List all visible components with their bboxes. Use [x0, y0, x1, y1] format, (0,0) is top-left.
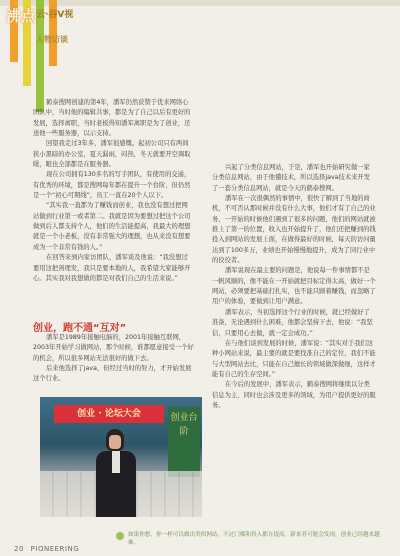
top-bar	[0, 0, 400, 6]
event-sign: 创业 · 论坛大会	[54, 405, 164, 423]
section-heading: 创业，跑不通“互对”	[33, 323, 127, 334]
paragraph: 潘军表示，当初选择这个行业的时候，就已经做好了准备，无论遇到什么困难，他都会坚持下去，他说：“我坚信，只要用心去做，就一定会成功。”	[212, 308, 373, 337]
page-folio	[14, 545, 79, 553]
person-face	[109, 435, 121, 449]
footnote: 如果你想，你一样可以做出类似网站，不过门槛和投入都在提高，新来者可能会发现，创业已经越来越难。	[128, 532, 380, 546]
paragraph: 后来他选择了java，但经过当时的努力，才开始发展这个行业。	[33, 365, 192, 383]
paragraph: 潘军是1989年接触电脑的，2001年接触互联网，2003年开始学习做网站，那个时候，谁都愿意接受一个好的机会，所以很多网站无法很好的做下去。	[33, 334, 194, 362]
paragraph: 在今后的发展中，潘军表示，鹤泰搜网将继续以分类信息为主，同时也会涉及更多的领域，为用户提供更好的服务。	[212, 381, 376, 409]
section-subtitle-2: 人物访谈	[36, 35, 68, 44]
paragraph: 鹤泰搜网创建的第4年，潘军仍然获赞于优来网络心团队中，当时他的编辑共事，都是为了自己以后有更好的发展，选择离职，当时老板得知潘军离职是为了创业，还送他一些服务器，以示支持。	[33, 99, 191, 138]
section-subtitle: 云·谷V视	[36, 10, 74, 20]
page-number: 20	[14, 545, 24, 553]
paragraph: 在回答来到内家访团队，潘军谈及他说：“我没想过要用这把剑理发，我只是要本地的人，我希望大家能够开心。其实我对我想做的都是对我们自己的生活来说。”	[33, 254, 191, 282]
section-tag: 沸点	[6, 7, 37, 25]
left-column	[33, 98, 194, 284]
left-column-2	[33, 333, 194, 385]
paragraph: 潘军在一次很偶然的事情中，很快了解到了当地的商机，不可否认那时候并没有什么大事，他们才有了自己的业务，一开始的时候他们遇到了很多的问题，他们的网站就被推上了第一的位置，收入也开始提升了，他们还把赚到的钱投入到网站的发展上面，在做得最好的时候，每天的访问量达到了100多万，业绩也开始慢慢地提升，成为了同行业中的佼佼者。	[212, 195, 376, 265]
paragraph: 潘军说现在最主要的问题是，他说每一件事情都不是一帆风顺的，像不能在一开始就把目标定得太高，做好一个网站，必须要把基础打扎实，也不能只顾着赚钱，而忽略了用户的体验，要做到让用户满意。	[212, 267, 376, 306]
magazine-name: PIONEERING	[30, 545, 80, 553]
event-banner: 创业台阶	[168, 407, 200, 477]
person-shirt	[112, 451, 120, 473]
paragraph: 回望我走过3年多，潘军很感慨。起初公司只有两间狭小黑暗的办公室，夏天漏雨，闷热，冬天就要开空调取暖，眼也全部都是在服务器。	[33, 140, 191, 169]
paragraph: 兴起了分类信息网站，于是，潘军也开始研究做一家分类信息网站，由于他懂技术，所以选择java技术来开发了一套分类信息网站，就是今天的鹤泰搜网。	[212, 164, 371, 192]
right-column	[212, 163, 376, 411]
paragraph: “其实我一直都为了赚钱而创业，我也没有想过把网站做到行业第一或者第二。我就是因为要想过把这个公司做到后人都支持个人，他们的生活能提高，我最大的理想就是一个小老板，没有非常强大的理想，也从来没有想要成为一个非常有钱的人。”	[33, 202, 191, 251]
paragraph: 现在公司拥有130多名的写手团队，有使用的交通，有优秀的环境，都是搜网每年都在提升一个台阶，但仍然是一个“初心可期线”，员工一直在20个人以下。	[33, 171, 191, 200]
paragraph: 在与他们谈到发展的时候，潘军说：“其实对于我们这种小网站来说，最主要的就是要找准自己的定位，我们不能与大型网站去比，只能在自己擅长的领域做深做细，这样才能有自己的生存空间。”	[212, 339, 376, 378]
note-icon	[116, 532, 124, 540]
article-photo	[40, 397, 202, 517]
